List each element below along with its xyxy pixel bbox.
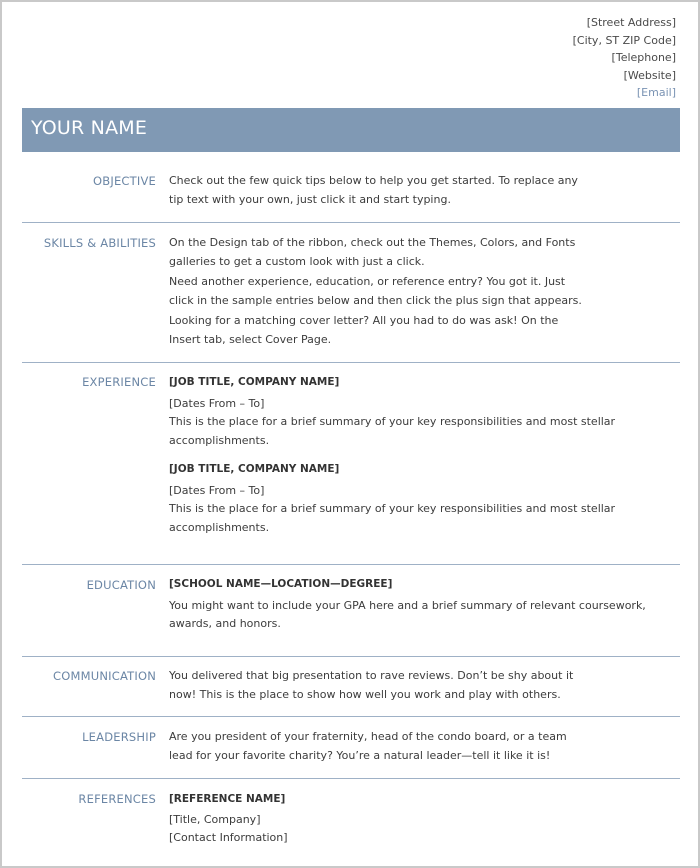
skills-line: Insert tab, select Cover Page. — [169, 332, 332, 346]
job-dates: [Dates From – To] — [169, 396, 265, 410]
communication-line: now! This is the place to show how well you work and play with others. — [169, 687, 561, 701]
education-label: EDUCATION — [86, 578, 156, 592]
leadership-body[interactable] — [169, 728, 669, 765]
reference-name: [REFERENCE NAME] — [169, 793, 286, 805]
email[interactable]: [Email] — [636, 86, 676, 99]
objective-line: tip text with your own, just click it and start typing. — [169, 192, 451, 206]
job-title: [JOB TITLE, COMPANY NAME] — [169, 376, 340, 388]
telephone[interactable]: [Telephone] — [611, 51, 676, 64]
objective-label: OBJECTIVE — [93, 174, 156, 188]
job-title: [JOB TITLE, COMPANY NAME] — [169, 463, 340, 475]
street-address[interactable]: [Street Address] — [586, 16, 676, 29]
references-label: REFERENCES — [78, 792, 156, 806]
section-divider — [22, 656, 680, 657]
objective-body[interactable] — [169, 172, 669, 209]
skills-line: click in the sample entries below and then click the plus sign that appears. — [169, 293, 582, 307]
section-divider — [22, 362, 680, 363]
experience-body[interactable] — [169, 373, 669, 537]
name-banner — [22, 108, 680, 152]
references-body[interactable] — [169, 790, 669, 848]
section-divider — [22, 222, 680, 223]
your-name[interactable]: YOUR NAME — [31, 117, 148, 139]
skills-line: Need another experience, education, or reference entry? You got it. Just — [169, 275, 566, 288]
job-summary: This is the place for a brief summary of your key responsibilities and most stellar — [169, 415, 616, 428]
leadership-line: Are you president of your fraternity, head of the condo board, or a team — [169, 730, 567, 743]
education-body[interactable] — [169, 575, 669, 634]
skills-line: galleries to get a custom look with just a click. — [169, 254, 425, 268]
section-divider — [22, 778, 680, 779]
city-state-zip[interactable]: [City, ST ZIP Code] — [572, 33, 676, 47]
education-line: awards, and honors. — [169, 617, 281, 630]
communication-body[interactable] — [169, 667, 669, 704]
job-dates: [Dates From – To] — [169, 483, 265, 497]
leadership-label: LEADERSHIP — [82, 730, 156, 744]
reference-contact: [Contact Information] — [169, 831, 288, 844]
skills-body[interactable] — [169, 234, 669, 349]
skills-label: SKILLS & ABILITIES — [43, 236, 156, 250]
communication-label: COMMUNICATION — [52, 669, 156, 683]
skills-line: Looking for a matching cover letter? All you had to do was ask! On the — [169, 314, 559, 327]
contact-block — [573, 14, 676, 102]
experience-label: EXPERIENCE — [82, 375, 156, 389]
education-line: You might want to include your GPA here and a brief summary of relevant coursework, — [169, 598, 646, 612]
section-divider — [22, 564, 680, 565]
communication-line: You delivered that big presentation to rave reviews. Don’t be shy about it — [169, 669, 574, 682]
section-divider — [22, 716, 680, 717]
school-title: [SCHOOL NAME—LOCATION—DEGREE] — [169, 578, 393, 590]
reference-title: [Title, Company] — [169, 812, 261, 826]
job-summary: accomplishments. — [169, 433, 270, 447]
job-summary: accomplishments. — [169, 520, 270, 534]
skills-line: On the Design tab of the ribbon, check out the Themes, Colors, and Fonts — [169, 236, 576, 249]
website[interactable]: [Website] — [623, 68, 676, 82]
leadership-line: lead for your favorite charity? You’re a natural leader—tell it like it is! — [169, 748, 551, 762]
objective-line: Check out the few quick tips below to help you get started. To replace any — [169, 174, 578, 187]
job-summary: This is the place for a brief summary of your key responsibilities and most stellar — [169, 502, 616, 515]
